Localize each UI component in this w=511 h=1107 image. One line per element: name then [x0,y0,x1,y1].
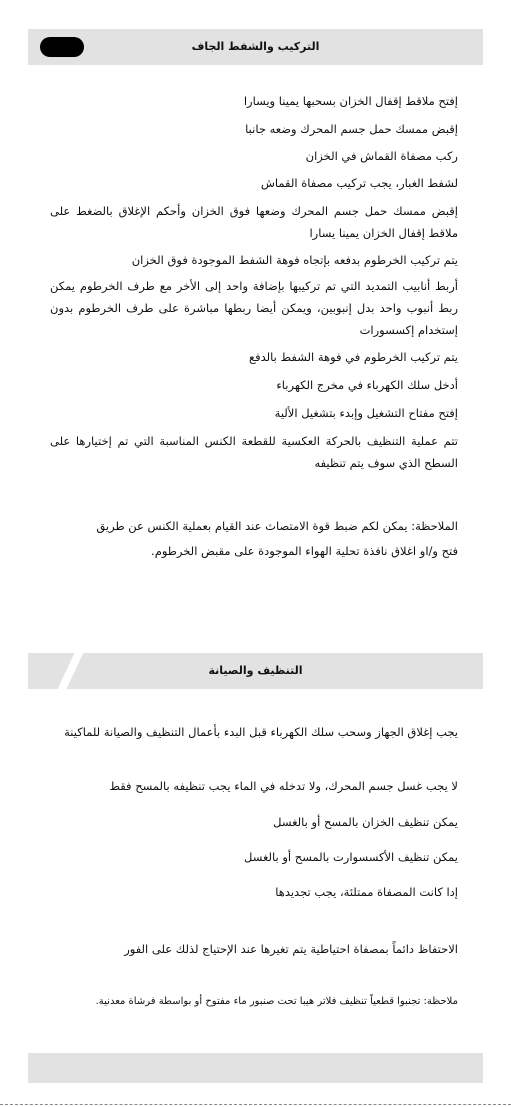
paragraph: إفتح مفتاح التشغيل وإبدء بتشغيل الألية [274,406,458,420]
paragraph: إفتح ملاقط إقفال الخزان بسحبها يمينا ويسارا [243,94,458,108]
paragraph: إدا كانت المصفاة ممتلئة، يجب تجديدها [275,885,458,899]
dashed-cut-line [0,1104,511,1105]
footer-band [28,1053,483,1083]
paragraph: إقبض ممسك حمل جسم المحرك وضعها فوق الخزان وأحكم الإغلاق بالضغط على ملاقط إقفال الخزان يمينا يسارا [50,204,458,240]
paragraph: ركب مصفاة القماش في الخزان [305,149,458,163]
section-title-assembly: التركيب والشفط الجاف [191,40,320,53]
paragraph: يتم تركيب الخرطوم في فوهة الشفط بالدفع [248,350,458,364]
paragraph: يجب إغلاق الجهاز وسحب سلك الكهرباء قبل البدء بأعمال التنظيف والصيانة للماكينة [64,725,458,739]
section-header-assembly [28,29,483,65]
paragraph: لا يجب غسل جسم المحرك، ولا تدخله في الماء يجب تنظيفه بالمسح فقط [109,779,458,793]
paragraph: إقبض ممسك حمل جسم المحرك وضعه جانبا [245,122,458,136]
paragraph: لشفط الغبار، يجب تركيب مصفاة القماش [260,176,458,190]
spare-filter-note: الاحتفاظ دائماً بمصفاة احتياطية يتم تغيرها عند الإحتياج لذلك على الفور [124,942,458,956]
paragraph: يمكن تنظيف الخزان بالمسح أو بالغسل [273,815,458,829]
hepa-filter-note: ملاحظة: تجنبوا قطعياً تنظيف فلاتر هيبا تحت صنبور ماء مفتوح أو بواسطة فرشاة معدنية. [95,996,458,1007]
paragraph: تتم عملية التنظيف بالحركة العكسية للقطعة الكنس المناسبة التي تم إختيارها على السطح الذي سوف يتم تنظيفه [50,434,458,470]
section-title-cleaning: التنظيف والصيانة [208,664,303,677]
paragraph: يتم تركيب الخرطوم بدفعه بإتجاه فوهة الشفط الموجودة فوق الخزان [131,253,458,267]
paragraph: يمكن تنظيف الأكسسوارت بالمسح أو بالغسل [244,850,458,864]
suction-note-line-1: الملاحظة: يمكن لكم ضبط قوة الامتصاث عند القيام بعملية الكنس عن طريق [96,519,458,533]
paragraph: أدخل سلك الكهرباء في مخرج الكهرباء [276,378,458,392]
suction-note-line-2: فتح و/او اغلاق نافذة تحلية الهواء الموجودة على مقبض الخرطوم. [151,544,458,558]
section-header-cleaning [28,653,483,689]
paragraph: أربط أنابيب التمديد التي تم تركيبها بإضافة واحد إلى الأخر مع طرف الخرطوم يمكن ربط أنبوب واحد بدل إنبوبين، ويمكن أيضا ربطها مباشرة على طرف الخرطوم بدون إستخدام إكسسورات [50,279,458,337]
